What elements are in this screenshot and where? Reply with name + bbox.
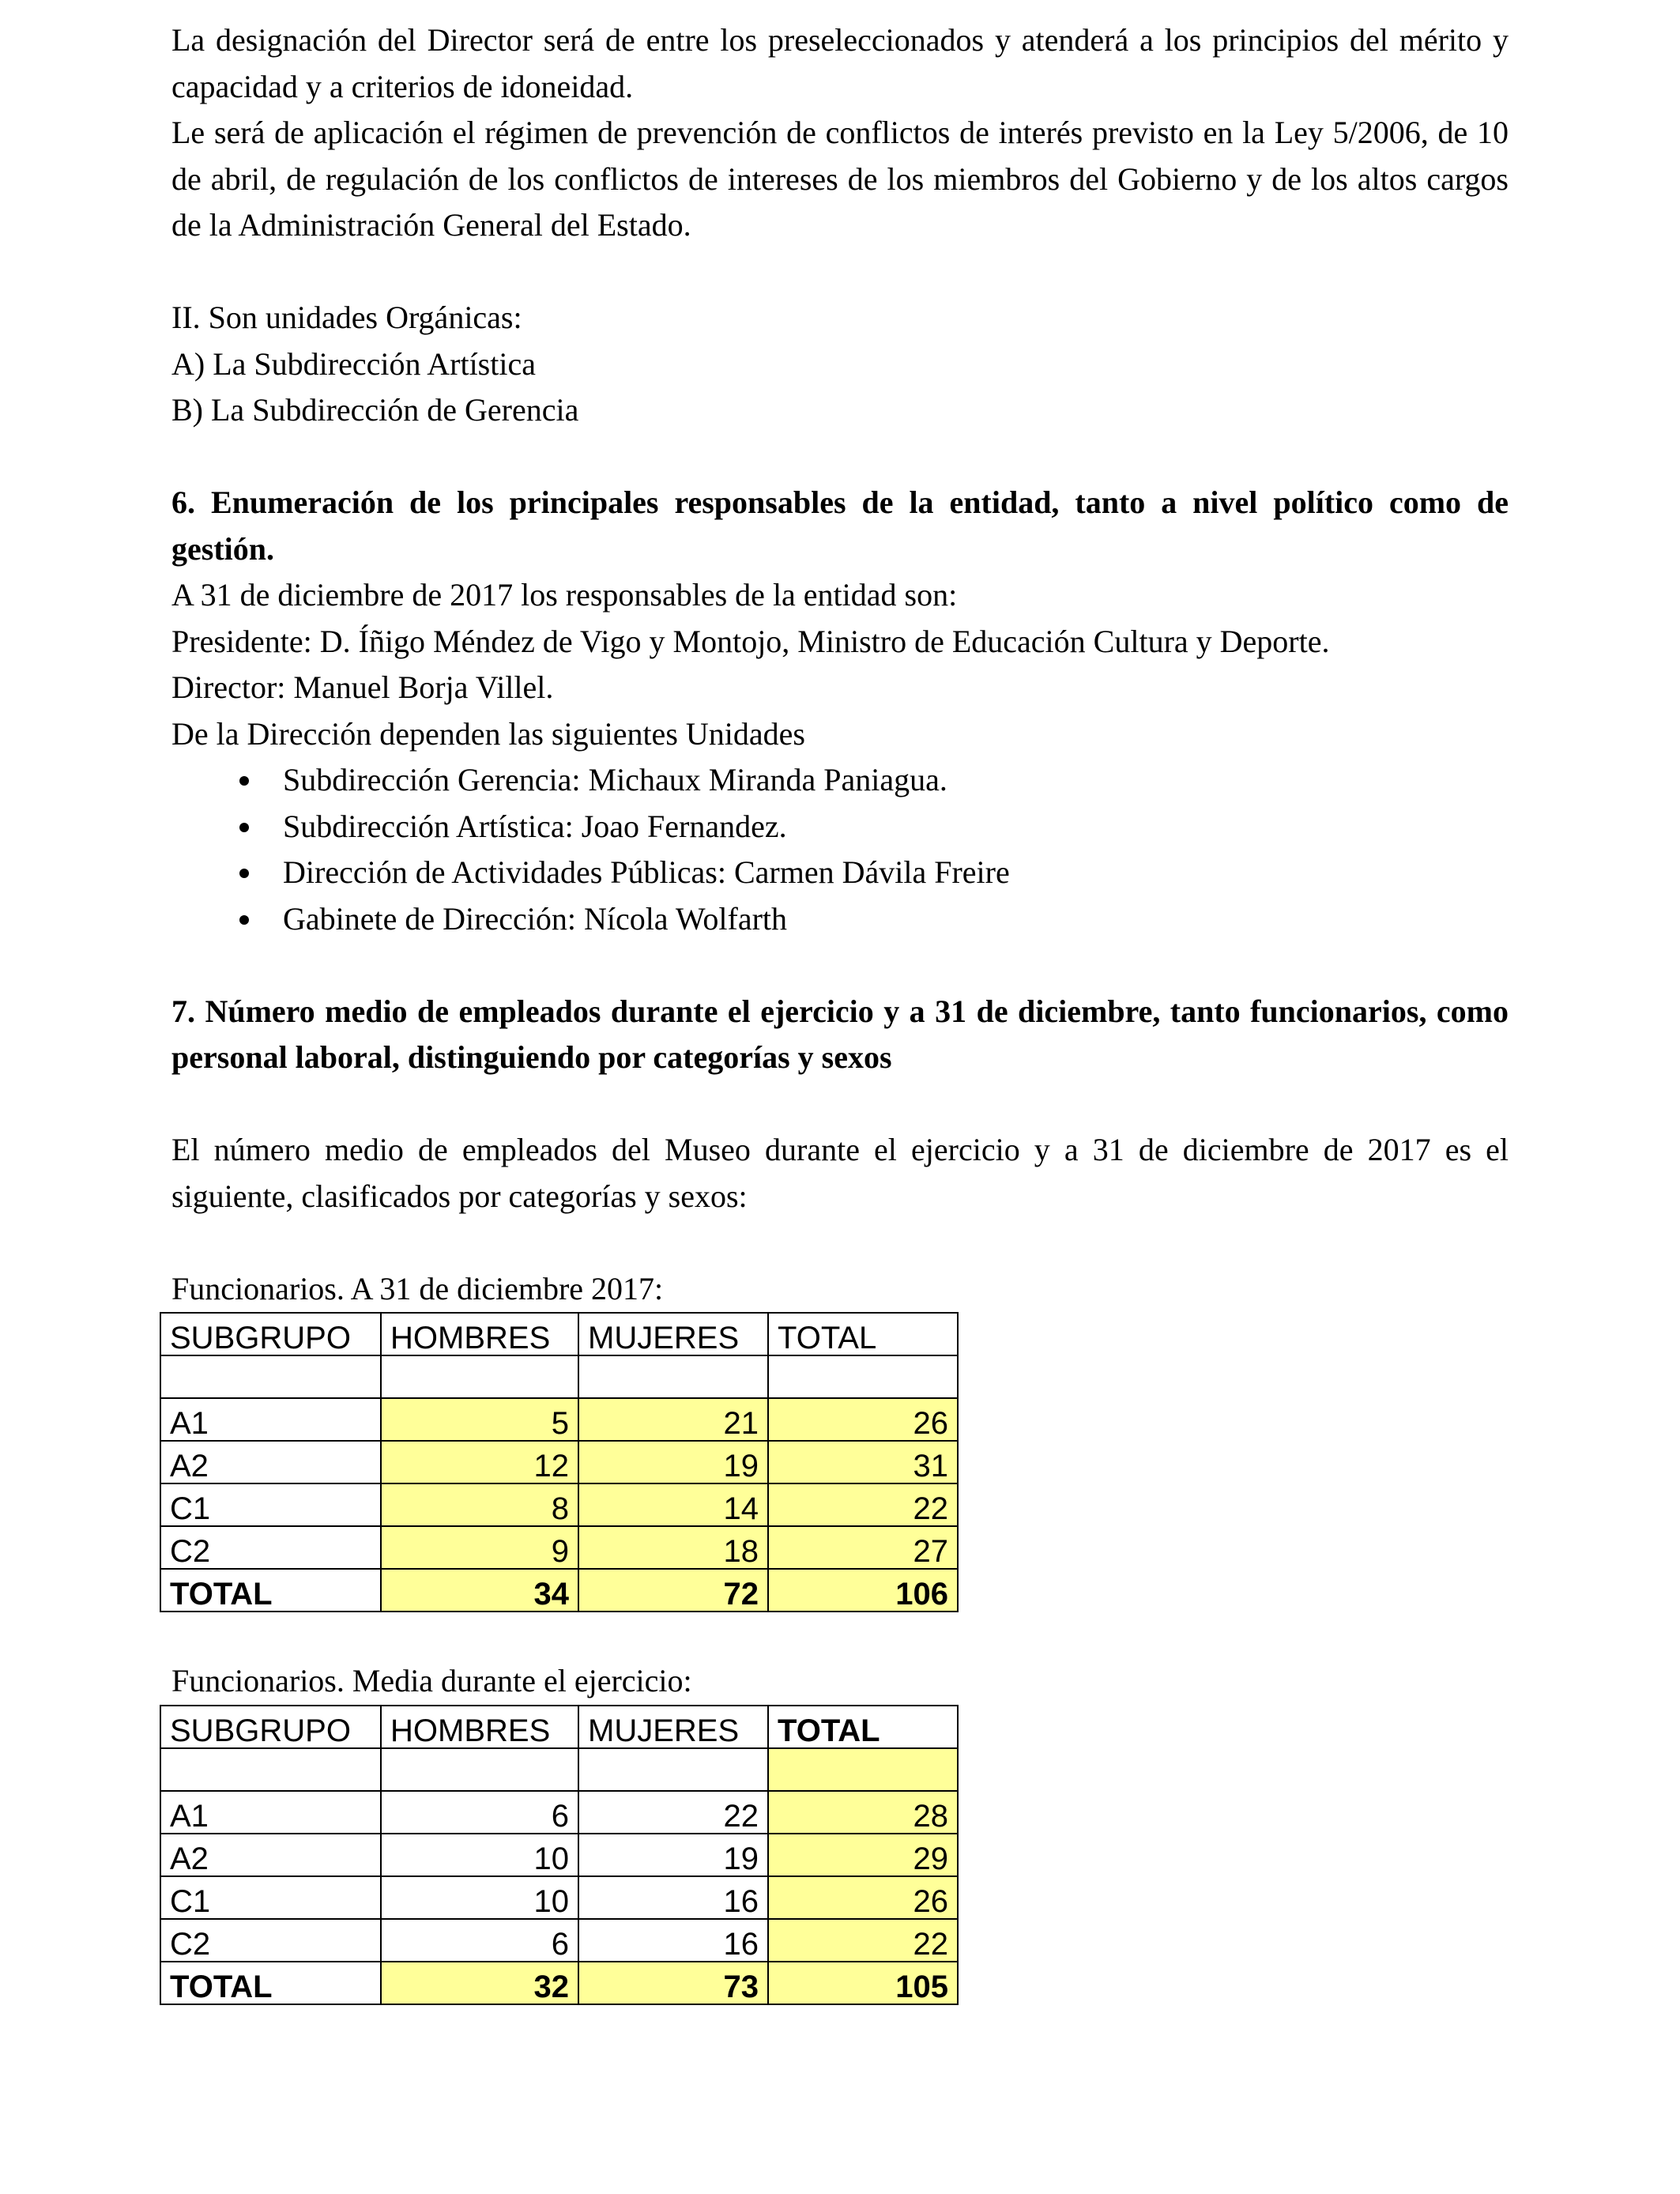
section-6-line: A 31 de diciembre de 2017 los responsables de la entidad son: — [171, 577, 958, 613]
bullet-icon — [239, 915, 249, 925]
section-7-text: El número medio de empleados del Museo durante el ejercicio y a 31 de diciembre de 2017 es el siguiente, clasificados por categorías y sexos: — [171, 1132, 1509, 1214]
header-mujeres: MUJERES — [578, 1313, 768, 1355]
header-hombres: HOMBRES — [381, 1313, 578, 1355]
header-total: TOTAL — [768, 1706, 958, 1748]
table-empty-row — [160, 1748, 958, 1791]
director-line: Director: Manuel Borja Villel. — [171, 669, 554, 705]
header-total: TOTAL — [768, 1313, 958, 1355]
list-item: Gabinete de Dirección: Nícola Wolfarth — [171, 896, 1509, 943]
header-subgrupo: SUBGRUPO — [160, 1706, 381, 1748]
table-1-caption: Funcionarios. A 31 de diciembre 2017: — [171, 1270, 664, 1306]
section-7-heading: 7. Número medio de empleados durante el ejercicio y a 31 de diciembre, tanto funcionarios, como personal laboral, distinguiendo por categorías y sexos — [171, 993, 1509, 1075]
table-header-row — [160, 1313, 958, 1355]
table-row: C1 8 14 22 — [160, 1483, 958, 1526]
units-intro-line: De la Dirección dependen las siguientes Unidades — [171, 715, 805, 752]
bullet-icon — [239, 776, 249, 786]
table-row: A1 6 22 28 — [160, 1791, 958, 1834]
conflict-of-interest-paragraph: Le será de aplicación el régimen de prevención de conflictos de interés previsto en la Ley 5/2006, de 10 de abril, de regulación de los conflictos de intereses de los miembros del Gobierno y de los altos cargos de la Administración General del Estado. — [171, 115, 1509, 243]
table-row: A2 10 19 29 — [160, 1834, 958, 1876]
table-row: A1 5 21 26 — [160, 1398, 958, 1441]
organic-unit-a: A) La Subdirección Artística — [171, 345, 536, 382]
organic-units-heading: II. Son unidades Orgánicas: — [171, 300, 522, 335]
table-header-row — [160, 1706, 958, 1748]
header-subgrupo: SUBGRUPO — [160, 1313, 381, 1355]
table-total-row: TOTAL 34 72 106 — [160, 1569, 958, 1612]
staff-table-year-end — [160, 1312, 959, 1612]
director-appointment-paragraph: La designación del Director será de entre los preseleccionados y atenderá a los principios del mérito y capacidad y a criterios de idoneidad. — [171, 22, 1509, 104]
table-total-row: TOTAL 32 73 105 — [160, 1962, 958, 2004]
list-item: Subdirección Gerencia: Michaux Miranda Paniagua. — [171, 757, 1509, 804]
units-list — [171, 757, 1509, 942]
list-item: Subdirección Artística: Joao Fernandez. — [171, 804, 1509, 850]
staff-table-average — [160, 1705, 959, 2005]
header-hombres: HOMBRES — [381, 1706, 578, 1748]
table-row: C2 9 18 27 — [160, 1526, 958, 1569]
organic-unit-b: B) La Subdirección de Gerencia — [171, 392, 579, 428]
section-6-heading: 6. Enumeración de los principales responsables de la entidad, tanto a nivel político como de gestión. — [171, 484, 1509, 567]
table-2-caption: Funcionarios. Media durante el ejercicio: — [171, 1663, 692, 1698]
bullet-icon — [239, 823, 249, 832]
table-row: A2 12 19 31 — [160, 1441, 958, 1483]
president-line: Presidente: D. Íñigo Méndez de Vigo y Montojo, Ministro de Educación Cultura y Deporte. — [171, 623, 1330, 659]
table-row: C1 10 16 26 — [160, 1876, 958, 1919]
document-page — [171, 17, 1509, 2005]
header-mujeres: MUJERES — [578, 1706, 768, 1748]
list-item: Dirección de Actividades Públicas: Carmen Dávila Freire — [171, 850, 1509, 896]
bullet-icon — [239, 869, 249, 878]
table-row: C2 6 16 22 — [160, 1919, 958, 1962]
table-empty-row — [160, 1355, 958, 1398]
